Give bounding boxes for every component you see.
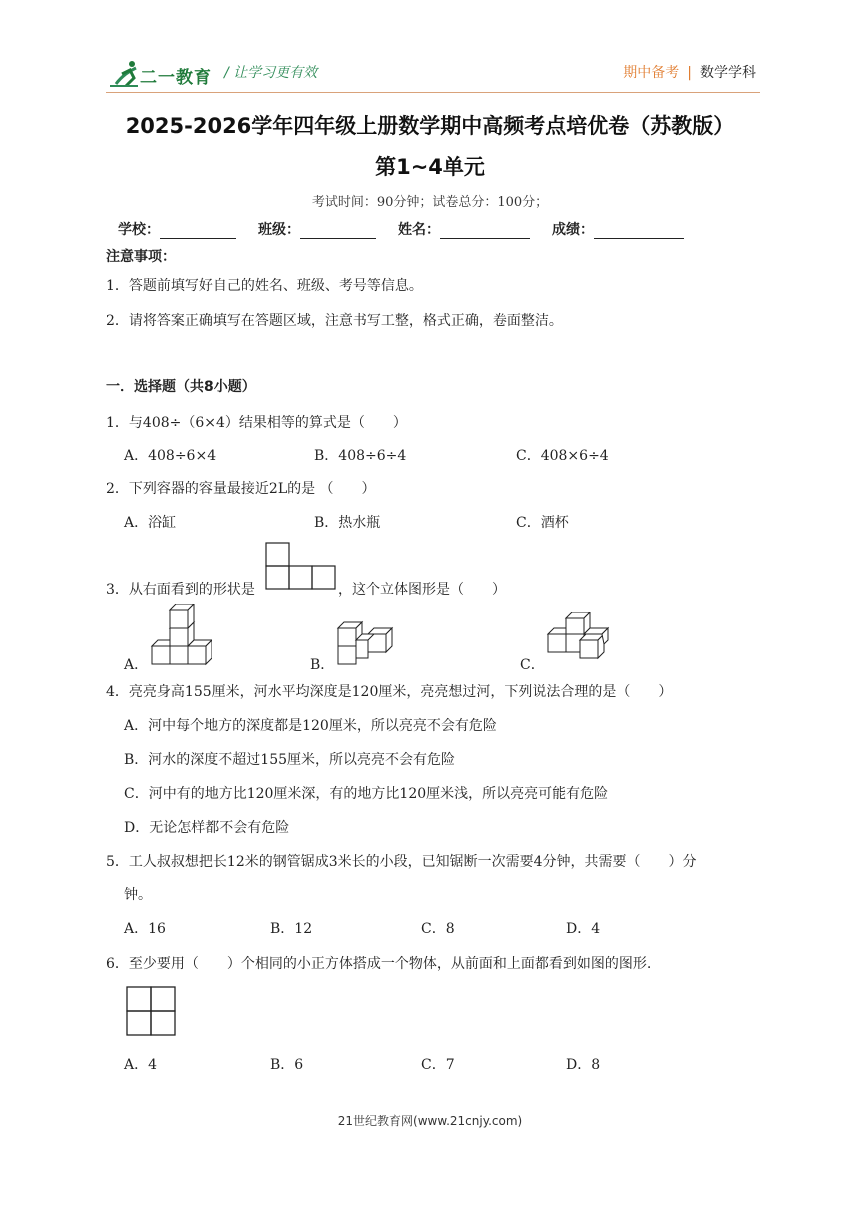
q3-option-a[interactable]: A． [124, 657, 149, 673]
q2-option-a[interactable]: A．浴缸 [124, 515, 177, 531]
q3-option-b-cube-figure [336, 618, 398, 666]
header-right [623, 62, 756, 82]
slogan: / 让学习更有效 [224, 65, 318, 81]
question-3-stem-post: ，这个立体图形是（ ） [338, 582, 506, 598]
question-5-stem: 5．工人叔叔想把长12米的钢管锯成3米长的小段，已知锯断一次需要4分钟，共需要（ ）分 [106, 854, 697, 870]
q6-option-a[interactable]: A．4 [124, 1057, 158, 1073]
section-heading: 一．选择题（共8小题） [106, 379, 256, 395]
q4-option-c[interactable]: C．河中有的地方比120厘米深，有的地方比120厘米浅，所以亮亮可能有危险 [124, 786, 609, 802]
q3-option-a-cube-figure [150, 604, 212, 666]
q3-option-c-cube-figure [546, 612, 612, 660]
q6-option-c[interactable]: C．7 [421, 1057, 455, 1073]
exam-info: 考试时间：90分钟；试卷总分：100分； [311, 195, 549, 210]
class-field[interactable] [258, 219, 376, 239]
name-field[interactable] [398, 219, 530, 239]
header-separator: | [687, 65, 692, 81]
school-blank[interactable] [160, 224, 236, 239]
name-blank[interactable] [440, 224, 530, 239]
note-item: 1．答题前填写好自己的姓名、班级、考号等信息。 [106, 278, 423, 294]
q2-option-c[interactable]: C．酒杯 [516, 515, 569, 531]
question-2-stem: 2．下列容器的容量最接近2L的是 （ ） [106, 481, 376, 497]
subject-label: 数学学科 [700, 65, 756, 81]
school-label: 学校： [118, 222, 160, 238]
q6-grid-figure [126, 986, 176, 1036]
score-label: 成绩： [552, 222, 594, 238]
q3-option-c[interactable]: C． [520, 657, 545, 673]
class-label: 班级： [258, 222, 300, 238]
q5-option-b[interactable]: B．12 [270, 921, 313, 937]
question-3-stem-pre: 3．从右面看到的形状是 [106, 582, 255, 598]
school-field[interactable] [118, 219, 236, 239]
q3-option-b[interactable]: B． [310, 657, 335, 673]
q4-option-d[interactable]: D．无论怎样都不会有危险 [124, 820, 290, 836]
question-4-stem: 4．亮亮身高155厘米，河水平均深度是120厘米，亮亮想过河，下列说法合理的是（ ） [106, 684, 673, 700]
exam-tag: 期中备考 [623, 65, 680, 81]
q4-option-a[interactable]: A．河中每个地方的深度都是120厘米，所以亮亮不会有危险 [124, 718, 497, 734]
page-title: 2025-2026学年四年级上册数学期中高频考点培优卷（苏教版） [125, 114, 735, 138]
right-view-figure [265, 542, 337, 592]
question-1-stem: 1．与408÷（6×4）结果相等的算式是（ ） [106, 415, 407, 431]
q6-option-b[interactable]: B．6 [270, 1057, 304, 1073]
name-label: 姓名： [398, 222, 440, 238]
question-5-stem-cont: 钟。 [124, 887, 152, 903]
q4-option-b[interactable]: B．河水的深度不超过155厘米，所以亮亮不会有危险 [124, 752, 456, 768]
q6-option-d[interactable]: D．8 [566, 1057, 601, 1073]
logo-text: 二一教育 [140, 68, 212, 88]
q1-option-a[interactable]: A．408÷6×4 [124, 448, 217, 464]
notes-heading: 注意事项： [106, 249, 176, 265]
page-footer: 21世纪教育网(www.21cnjy.com) [337, 1114, 523, 1128]
student-info-fields [118, 219, 706, 239]
class-blank[interactable] [300, 224, 376, 239]
q5-option-c[interactable]: C．8 [421, 921, 455, 937]
note-item: 2．请将答案正确填写在答题区域，注意书写工整，格式正确，卷面整洁。 [106, 313, 563, 329]
score-blank[interactable] [594, 224, 684, 239]
page-subtitle: 第1~4单元 [375, 155, 485, 179]
q1-option-c[interactable]: C．408×6÷4 [516, 448, 609, 464]
question-6-stem: 6．至少要用（ ）个相同的小正方体搭成一个物体，从前面和上面都看到如图的图形. [106, 956, 652, 972]
q5-option-d[interactable]: D．4 [566, 921, 601, 937]
score-field[interactable] [552, 219, 684, 239]
q5-option-a[interactable]: A．16 [124, 921, 166, 937]
q1-option-b[interactable]: B．408÷6÷4 [314, 448, 407, 464]
q2-option-b[interactable]: B．热水瓶 [314, 515, 381, 531]
header-divider [106, 92, 760, 93]
